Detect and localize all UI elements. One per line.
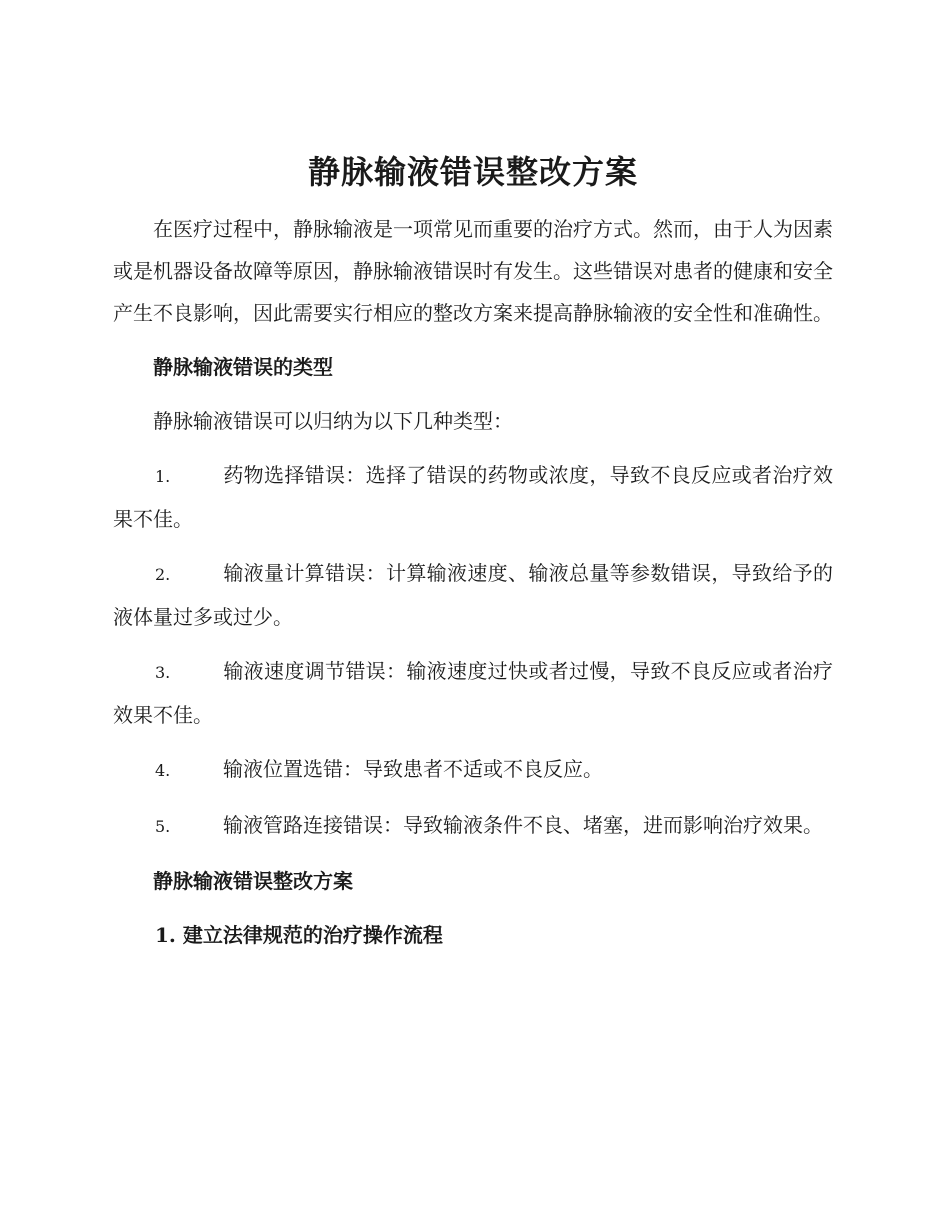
sub-heading-procedure: 1. 建立法律规范的治疗操作流程 — [155, 923, 443, 947]
list-number: 2. — [155, 565, 171, 584]
list-number: 3. — [155, 663, 171, 682]
list-item — [113, 748, 833, 792]
document-page — [113, 150, 833, 956]
list-text: 输液管路连接错误：导致输液条件不良、堵塞，进而影响治疗效果。 — [223, 813, 823, 837]
list-number: 4. — [155, 761, 171, 780]
section-heading-types: 静脉输液错误的类型 — [153, 355, 333, 379]
list-item — [113, 552, 833, 638]
list-item — [113, 650, 833, 736]
list-number: 5. — [155, 817, 171, 836]
list-text: 药物选择错误：选择了错误的药物或浓度，导致不良反应或者治疗效果不佳。 — [113, 463, 833, 531]
list-item — [113, 454, 833, 540]
list-item — [113, 804, 833, 848]
list-text: 输液量计算错误：计算输液速度、输液总量等参数错误，导致给予的液体量过多或过少。 — [113, 561, 833, 629]
section-heading-remediation: 静脉输液错误整改方案 — [153, 869, 353, 893]
section-lead: 静脉输液错误可以归纳为以下几种类型： — [153, 409, 513, 433]
list-text: 输液速度调节错误：输液速度过快或者过慢，导致不良反应或者治疗效果不佳。 — [113, 659, 833, 727]
list-text: 输液位置选错：导致患者不适或不良反应。 — [223, 757, 603, 781]
intro-paragraph: 在医疗过程中，静脉输液是一项常见而重要的治疗方式。然而，由于人为因素或是机器设备故障等原因，静脉输液错误时有发生。这些错误对患者的健康和安全产生不良影响，因此需要实行相应的整改方案来提高静脉输液的安全性和准确性。 — [113, 217, 833, 325]
list-number: 1. — [155, 467, 171, 486]
document-title: 静脉输液错误整改方案 — [307, 153, 638, 191]
